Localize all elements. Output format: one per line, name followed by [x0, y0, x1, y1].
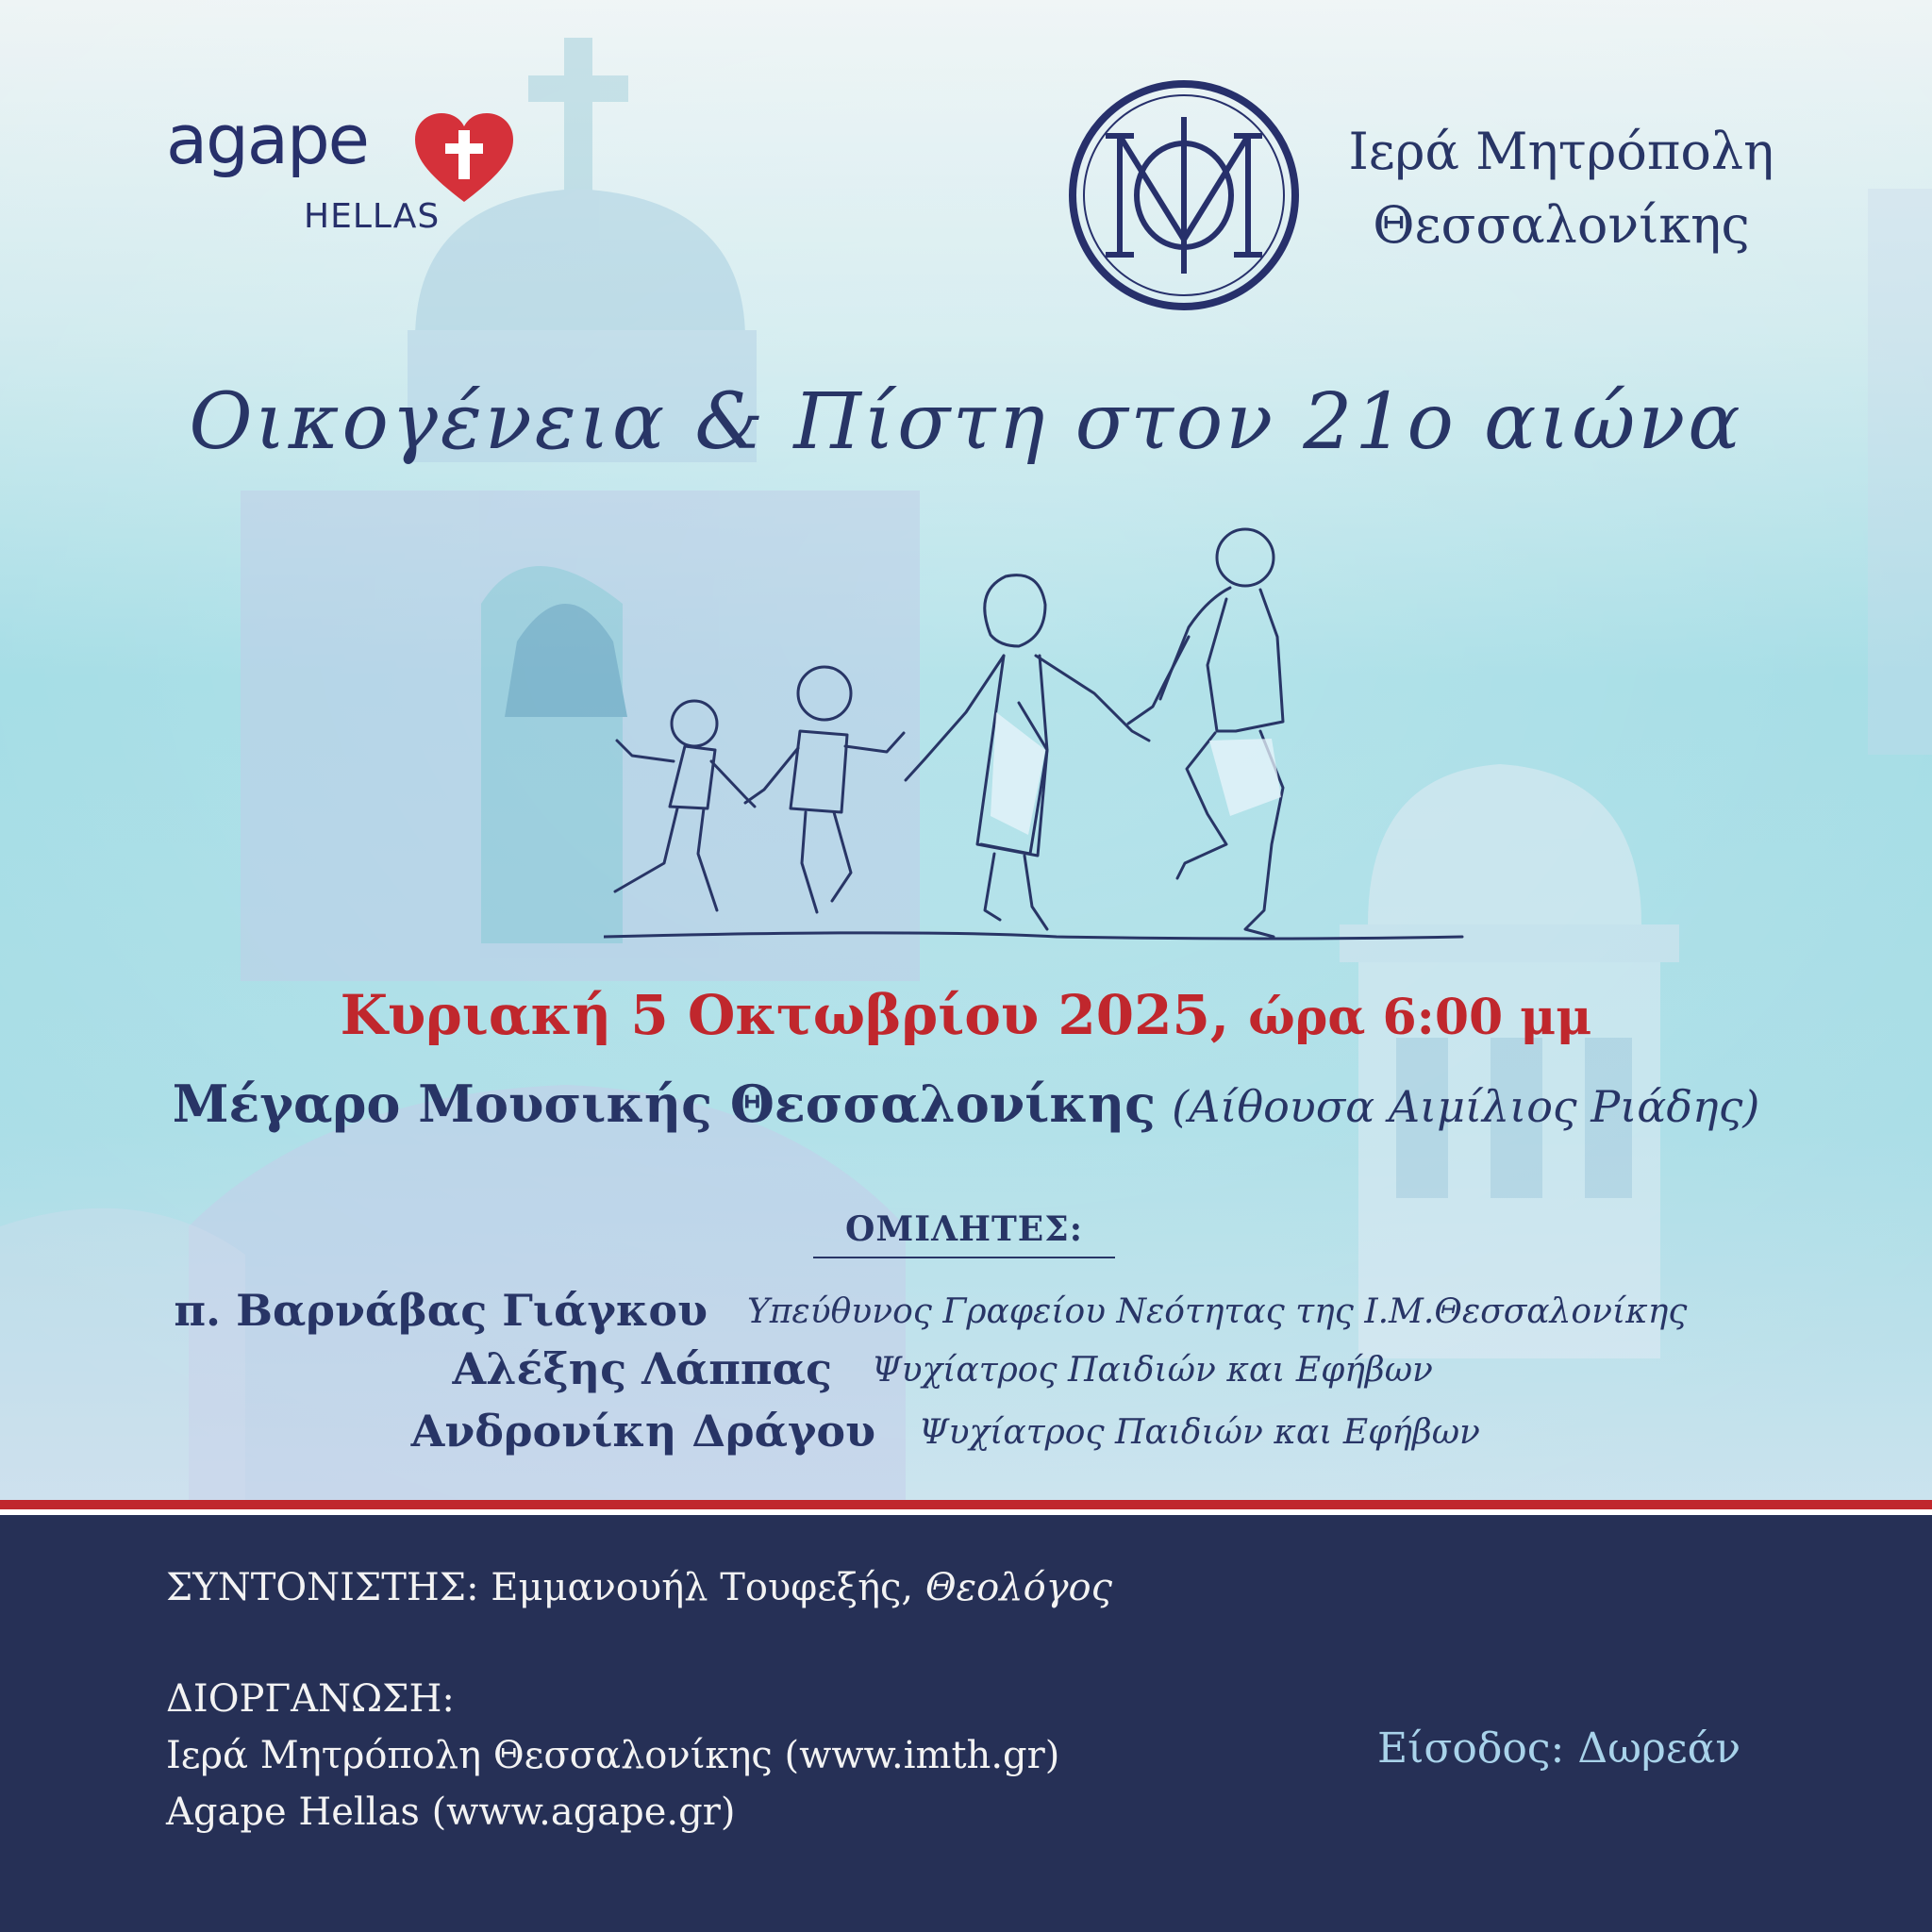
event-date: Κυριακή 5 Οκτωβρίου 2025,	[340, 983, 1230, 1047]
organizers-label: ΔΙΟΡΓΑΝΩΣΗ:	[166, 1677, 455, 1721]
event-title: Οικογένεια & Πίστη στον 21ο αιώνα	[189, 377, 1743, 467]
speaker-name: Ανδρονίκη Δράγου	[410, 1406, 875, 1457]
metropolis-seal-icon	[1068, 79, 1300, 311]
agape-logo-subtext: HELLAS	[304, 197, 441, 236]
metropolis-name	[1283, 115, 1840, 262]
metropolis-name-line1: Ιερά Μητρόπολη	[1348, 122, 1774, 181]
organizer-metropolis: Ιερά Μητρόπολη Θεσσαλονίκης (www.imth.gr)	[166, 1734, 1060, 1777]
speaker-name: Αλέξης Λάππας	[452, 1343, 832, 1394]
organizer-agape: Agape Hellas (www.agape.gr)	[166, 1790, 736, 1834]
agape-logo-text: agape	[166, 100, 368, 179]
heart-cross-icon	[413, 111, 515, 206]
speaker-name: π. Βαρνάβας Γιάγκου	[174, 1285, 708, 1336]
speaker-role: Ψυχίατρος Παιδιών και Εφήβων	[872, 1351, 1433, 1390]
speaker-row	[0, 1406, 1932, 1466]
moderator-role: Θεολόγος	[924, 1566, 1113, 1609]
divider-stripes	[0, 1500, 1932, 1523]
metropolis-name-line2: Θεσσαλονίκης	[1373, 195, 1750, 255]
speakers-heading: ΟΜΙΛΗΤΕΣ:	[813, 1209, 1115, 1258]
venue-name: Μέγαρο Μουσικής Θεσσαλονίκης	[172, 1074, 1156, 1134]
moderator-line	[166, 1566, 1112, 1609]
speaker-row	[0, 1343, 1932, 1404]
speaker-role: Ψυχίατρος Παιδιών και Εφήβων	[919, 1413, 1480, 1452]
event-time: ώρα 6:00 μμ	[1248, 989, 1592, 1046]
event-date-time	[0, 983, 1932, 1047]
entry-free-label: Είσοδος: Δωρεάν	[1377, 1724, 1741, 1773]
speaker-role: Υπεύθυνος Γραφείου Νεότητας της Ι.Μ.Θεσσαλονίκης	[747, 1292, 1688, 1331]
venue-hall: (Αίθουσα Αιμίλιος Ριάδης)	[1172, 1081, 1760, 1132]
speaker-row	[0, 1285, 1932, 1345]
family-illustration	[604, 514, 1472, 948]
event-venue	[0, 1074, 1932, 1134]
moderator-label: ΣΥΝΤΟΝΙΣΤΗΣ: Εμμανουήλ Τουφεξής,	[166, 1566, 914, 1609]
